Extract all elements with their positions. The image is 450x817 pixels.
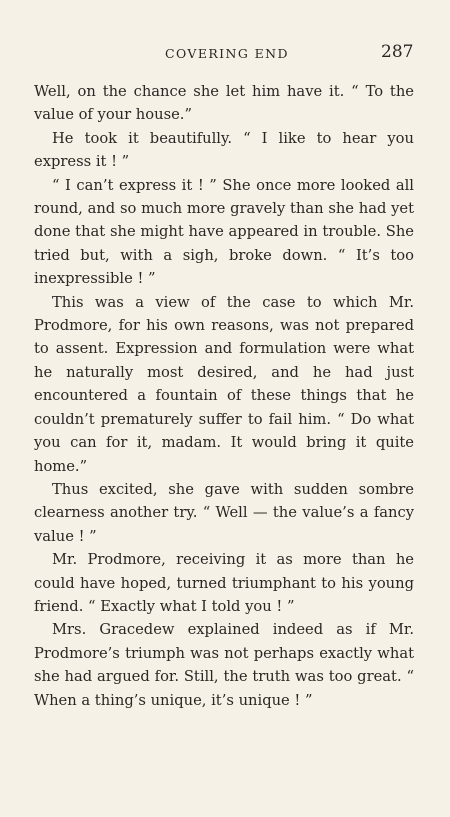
paragraph: “ I can’t express it ! ” She once more looked all round, and so much more gravely than she had yet done that she might have appeared in trouble. She tried but, with a sigh, broke down. “ It’s too inexpressible ! ” [34, 176, 414, 288]
paragraph: Mr. Prodmore, receiving it as more than he could have hoped, turned triumphant to his young friend. “ Exactly what I told you ! ” [34, 551, 414, 615]
page-number: 287 [381, 42, 414, 62]
body-text [34, 80, 414, 712]
running-title: COVERING END [165, 46, 289, 61]
paragraph: This was a view of the case to which Mr. Prodmore, for his own reasons, was not prepared to assent. Expression and formulation were what he naturally most desired, and he had just encountered a fountain of these things that he couldn’t prematurely suffer to fail him. “ Do what you can for it, madam. It would bring it quite home.” [34, 293, 414, 475]
paragraph: Well, on the chance she let him have it. “ To the value of your house.” [34, 83, 414, 124]
paragraph: He took it beautifully. “ I like to hear you express it ! ” [34, 129, 414, 171]
paragraph: Mrs. Gracedew explained indeed as if Mr. Prodmore’s triumph was not perhaps exactly what she had argued for. Still, the truth was too great. “ When a thing’s unique, it’s unique ! ” [34, 621, 414, 709]
paragraph: Thus excited, she gave with sudden sombre clearness another try. “ Well — the value’s a fancy value ! ” [34, 480, 414, 545]
